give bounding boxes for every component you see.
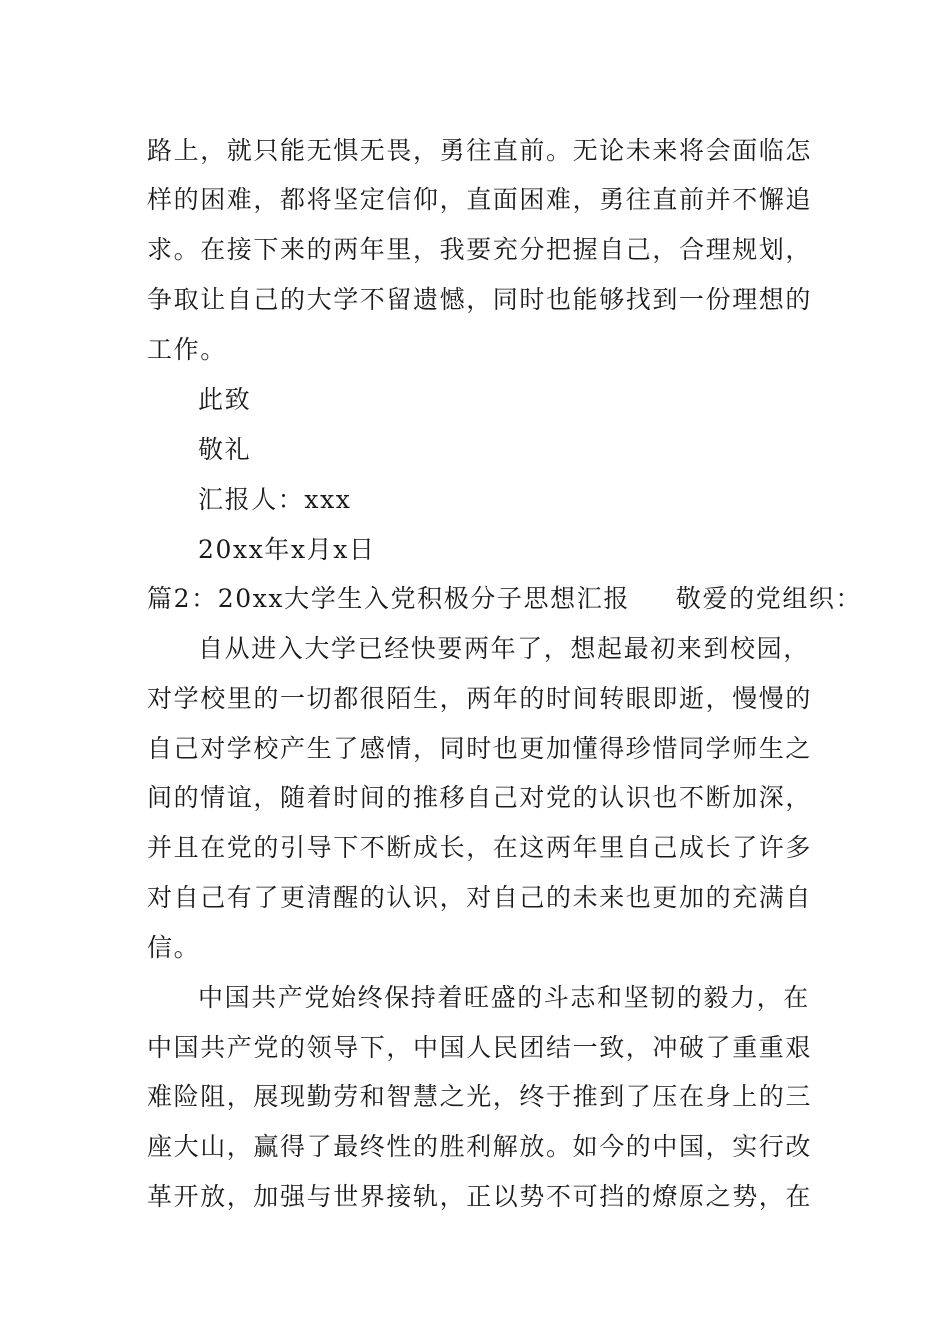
paragraph-1-line-3: 求。在接下来的两年里，我要充分把握自己，合理规划， — [147, 235, 813, 264]
section-2-heading — [147, 584, 862, 614]
paragraph-2-line-1: 自从进入大学已经快要两年了，想起最初来到校园， — [198, 634, 810, 663]
paragraph-1-line-4: 争取让自己的大学不留遗憾，同时也能够找到一份理想的 — [147, 285, 813, 314]
paragraph-3-line-5: 革开放，加强与世界接轨，正以势不可挡的燎原之势，在 — [147, 1182, 813, 1211]
paragraph-3-line-1: 中国共产党始终保持着旺盛的斗志和坚韧的毅力，在 — [198, 983, 810, 1012]
section-2-greeting: 敬爱的党组织： — [675, 584, 863, 613]
paragraph-2-line-4: 间的情谊，随着时间的推移自己对党的认识也不断加深， — [147, 783, 813, 812]
paragraph-1-line-5: 工作。 — [147, 335, 227, 364]
closing-salutation-1: 此致 — [198, 385, 252, 414]
paragraph-2-line-3: 自己对学校产生了感情，同时也更加懂得珍惜同学师生之 — [147, 734, 813, 763]
section-2-title: 篇2：20xx大学生入党积极分子思想汇报 — [147, 584, 630, 613]
paragraph-3-line-2: 中国共产党的领导下，中国人民团结一致，冲破了重重艰 — [147, 1033, 813, 1062]
paragraph-3-line-3: 难险阻，展现勤劳和智慧之光，终于推到了压在身上的三 — [147, 1082, 813, 1111]
date-line: 20xx年x月x日 — [198, 535, 376, 564]
paragraph-2-line-2: 对学校里的一切都很陌生，两年的时间转眼即逝，慢慢的 — [147, 684, 813, 713]
paragraph-3-line-4: 座大山，赢得了最终性的胜利解放。如今的中国，实行改 — [147, 1132, 813, 1161]
paragraph-2-line-5: 并且在党的引导下不断成长，在这两年里自己成长了许多 — [147, 833, 813, 862]
paragraph-1-line-2: 样的困难，都将坚定信仰，直面困难，勇往直前并不懈追 — [147, 185, 813, 214]
closing-salutation-2: 敬礼 — [198, 435, 252, 464]
paragraph-1-line-1: 路上，就只能无惧无畏，勇往直前。无论未来将会面临怎 — [147, 136, 813, 165]
paragraph-2-line-6: 对自己有了更清醒的认识，对自己的未来也更加的充满自 — [147, 883, 813, 912]
paragraph-2-line-7: 信。 — [147, 933, 201, 962]
reporter-line: 汇报人：xxx — [198, 485, 352, 514]
